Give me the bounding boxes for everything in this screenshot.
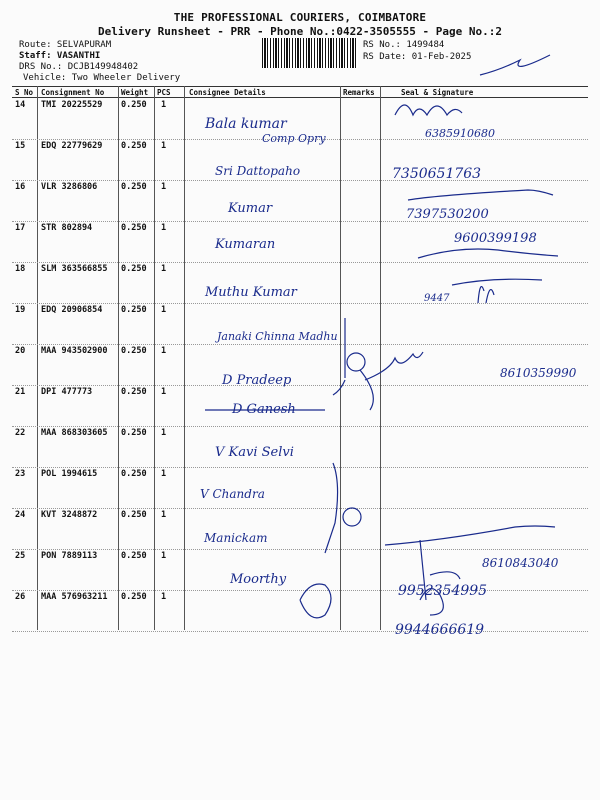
runsheet-subtitle: Delivery Runsheet - PRR - Phone No.:0422-3505555 - Page No.:2: [98, 25, 502, 38]
row-sno: 25: [15, 551, 26, 561]
hw-phone: 8610359990: [500, 366, 577, 380]
hw-consignee: Moorthy: [230, 572, 287, 587]
signature-stroke: [365, 352, 423, 380]
row-pcs: 1: [161, 100, 167, 110]
signature-stroke: [385, 526, 555, 545]
row-weight: 0.250: [121, 346, 147, 356]
row-weight: 0.250: [121, 510, 147, 520]
row-pcs: 1: [161, 346, 167, 356]
signature-stroke: [480, 55, 550, 75]
row-separator: [12, 549, 588, 550]
row-sno: 21: [15, 387, 26, 397]
signature-stroke: [418, 249, 558, 258]
row-weight: 0.250: [121, 182, 147, 192]
rs-number: RS No.: 1499484: [363, 40, 445, 50]
hw-consignee: D Ganesh: [232, 402, 296, 417]
handwritten-phones: [392, 127, 577, 638]
row-pcs: 1: [161, 469, 167, 479]
table-header-rule: [12, 97, 588, 98]
hw-consignee: Sri Dattopaho: [215, 164, 301, 178]
hw-phone: 9944666619: [395, 622, 485, 638]
hw-consignee: Kumaran: [215, 237, 276, 252]
col-consignee: Consignee Details: [189, 88, 266, 97]
route-label: Route: SELVAPURAM: [19, 40, 112, 50]
hw-consignee: Janaki Chinna Madhu: [217, 330, 338, 343]
row-separator: [12, 303, 588, 304]
row-consignment: STR 802894: [41, 223, 93, 233]
row-consignment: MAA 868303605: [41, 428, 108, 438]
row-separator: [12, 590, 588, 591]
row-sno: 24: [15, 510, 26, 520]
row-sno: 15: [15, 141, 26, 151]
row-sno: 17: [15, 223, 26, 233]
row-weight: 0.250: [121, 428, 147, 438]
row-consignment: VLR 3286806: [41, 182, 98, 192]
table-top-rule: [12, 86, 588, 87]
row-consignment: KVT 3248872: [41, 510, 98, 520]
row-weight: 0.250: [121, 387, 147, 397]
company-title: THE PROFESSIONAL COURIERS, COIMBATORE: [173, 11, 427, 24]
row-weight: 0.250: [121, 264, 147, 274]
row-consignment: MAA 576963211: [41, 592, 108, 602]
row-weight: 0.250: [121, 551, 147, 561]
signature-stroke: [478, 287, 494, 303]
row-sno: 20: [15, 346, 26, 356]
signature-stroke: [420, 589, 443, 615]
row-separator: [12, 426, 588, 427]
row-pcs: 1: [161, 141, 167, 151]
row-separator: [12, 508, 588, 509]
row-weight: 0.250: [121, 223, 147, 233]
hw-phone: 7397530200: [406, 207, 489, 222]
hw-phone: 9600399198: [454, 231, 537, 246]
row-pcs: 1: [161, 428, 167, 438]
col-pcs: PCS: [157, 88, 171, 97]
row-weight: 0.250: [121, 592, 147, 602]
signature-stroke: [452, 279, 542, 285]
hw-consignee: V Chandra: [200, 487, 265, 501]
row-pcs: 1: [161, 592, 167, 602]
row-consignment: SLM 363566855: [41, 264, 108, 274]
signature-stroke: [347, 353, 365, 371]
rs-date: RS Date: 01-Feb-2025: [363, 52, 472, 62]
row-sno: 23: [15, 469, 26, 479]
row-pcs: 1: [161, 223, 167, 233]
col-sno: S No: [15, 88, 34, 97]
hw-consignee: Manickam: [204, 531, 268, 545]
row-consignment: TMI 20225529: [41, 100, 103, 110]
row-weight: 0.250: [121, 100, 147, 110]
row-weight: 0.250: [121, 305, 147, 315]
row-pcs: 1: [161, 182, 167, 192]
handwritten-consignees: [200, 116, 338, 587]
row-sno: 22: [15, 428, 26, 438]
row-weight: 0.250: [121, 141, 147, 151]
row-pcs: 1: [161, 510, 167, 520]
row-sno: 19: [15, 305, 26, 315]
col-remarks: Remarks: [343, 88, 375, 97]
hw-phone: 9952354995: [398, 583, 488, 599]
hw-consignee: Comp Opry: [262, 132, 326, 145]
row-pcs: 1: [161, 551, 167, 561]
row-consignment: MAA 943502900: [41, 346, 108, 356]
hw-consignee: Kumar: [228, 201, 273, 216]
drs-label: DRS No.: DCJB149948402: [19, 62, 139, 72]
hw-consignee: Bala kumar: [205, 116, 287, 132]
vehicle-label: Vehicle: Two Wheeler Delivery: [23, 73, 181, 83]
row-consignment: DPI 477773: [41, 387, 93, 397]
barcode: [262, 38, 358, 68]
row-separator: [12, 221, 588, 222]
signature-stroke: [360, 370, 373, 410]
row-sno: 16: [15, 182, 26, 192]
hw-phone: 9447: [424, 293, 450, 304]
row-pcs: 1: [161, 387, 167, 397]
row-separator: [12, 467, 588, 468]
row-consignment: EDQ 22779629: [41, 141, 103, 151]
row-pcs: 1: [161, 305, 167, 315]
hw-consignee: Muthu Kumar: [205, 285, 297, 300]
row-sno: 14: [15, 100, 26, 110]
signature-stroke: [408, 190, 553, 200]
hw-phone: 6385910680: [425, 127, 495, 140]
row-separator: [12, 344, 588, 345]
hw-phone: 8610843040: [482, 556, 559, 570]
col-consignment: Consignment No: [41, 88, 105, 97]
row-weight: 0.250: [121, 469, 147, 479]
row-separator: [12, 139, 588, 140]
col-weight: Weight: [121, 88, 149, 97]
row-consignment: POL 1994615: [41, 469, 98, 479]
row-consignment: PON 7889113: [41, 551, 98, 561]
signature-stroke: [333, 318, 345, 395]
signature-stroke: [395, 105, 462, 115]
signature-stroke: [343, 508, 361, 526]
row-separator: [12, 180, 588, 181]
hw-consignee: D Pradeep: [222, 373, 292, 388]
row-separator: [12, 631, 588, 632]
staff-label: Staff: VASANTHI: [19, 51, 101, 61]
row-separator: [12, 385, 588, 386]
hw-consignee: V Kavi Selvi: [215, 445, 294, 460]
row-consignment: EDQ 20906854: [41, 305, 103, 315]
row-sno: 26: [15, 592, 26, 602]
col-seal: Seal & Signature: [401, 88, 474, 97]
row-separator: [12, 262, 588, 263]
row-sno: 18: [15, 264, 26, 274]
row-pcs: 1: [161, 264, 167, 274]
hw-phone: 7350651763: [392, 166, 482, 182]
